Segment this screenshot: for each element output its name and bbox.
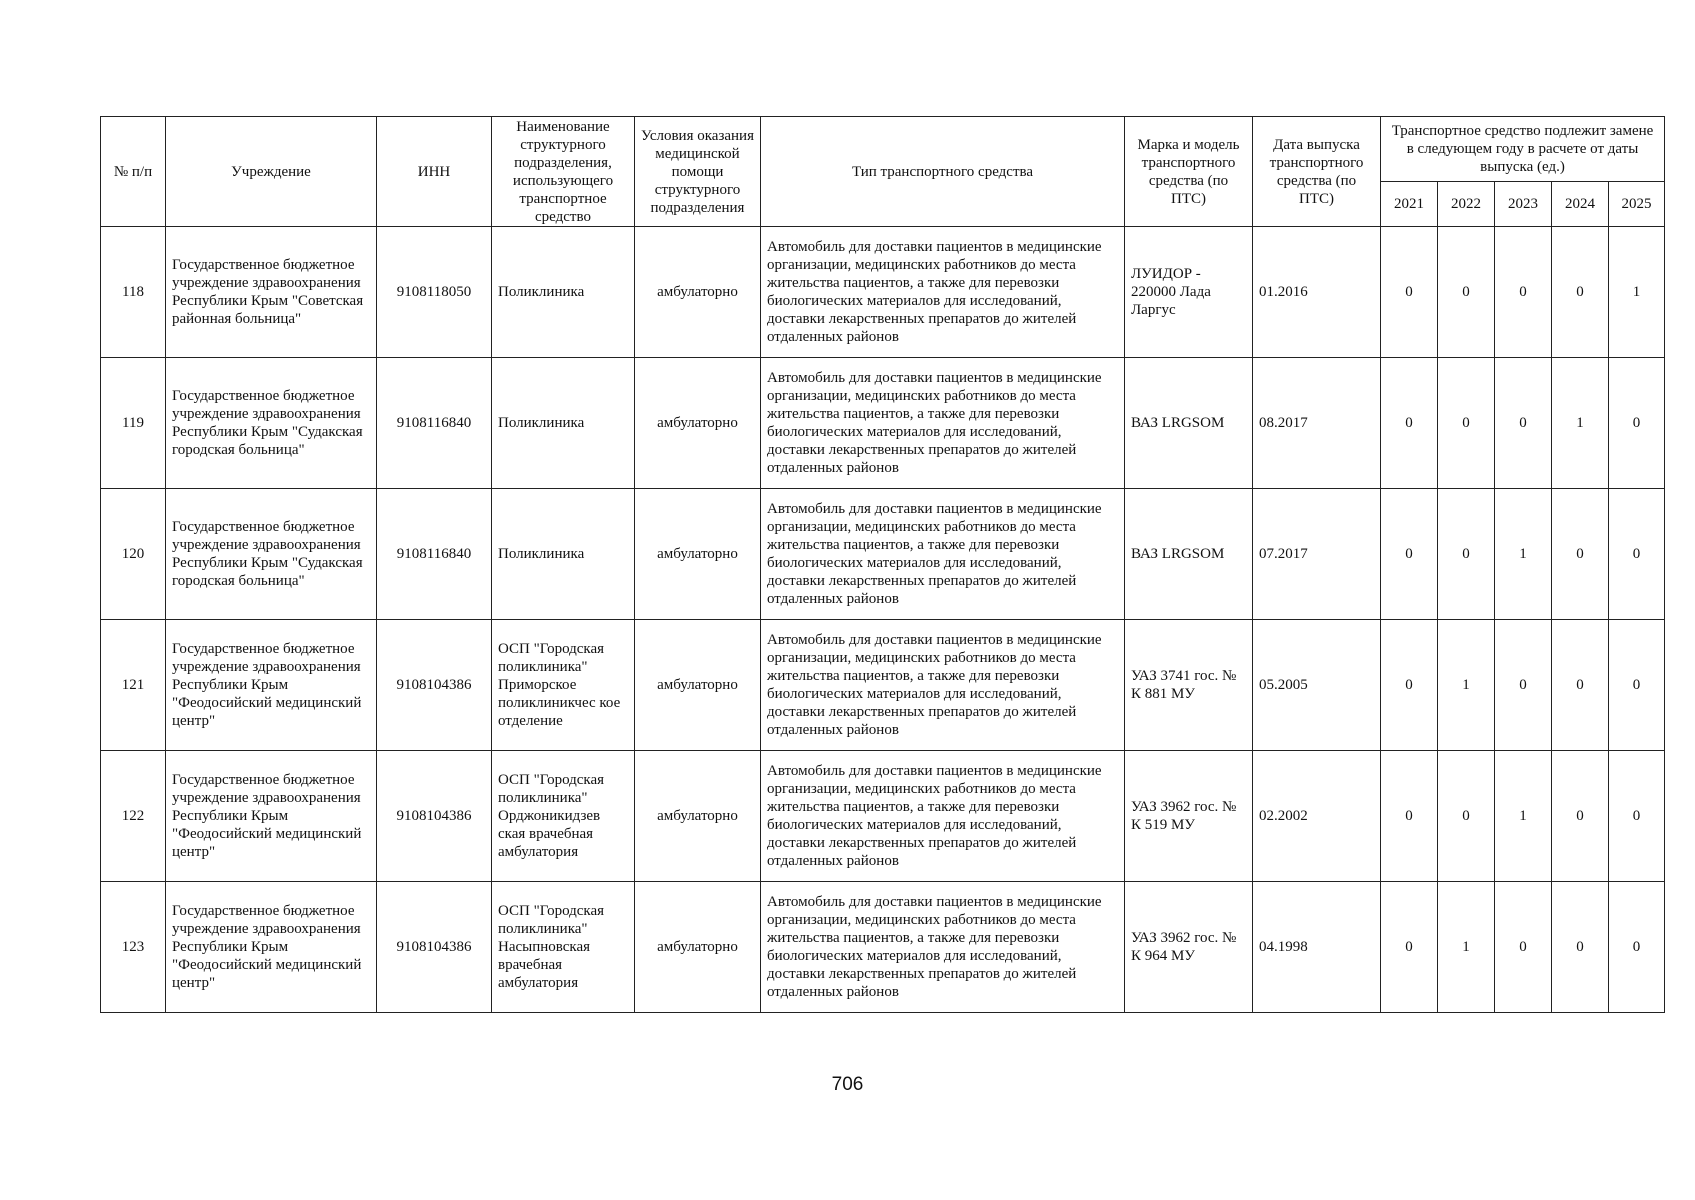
header-year-2021: 2021 bbox=[1381, 182, 1438, 227]
cell-year-2025: 0 bbox=[1609, 620, 1665, 751]
cell-conditions: амбулаторно bbox=[635, 751, 761, 882]
cell-year-2025: 0 bbox=[1609, 358, 1665, 489]
cell-institution: Государственное бюджетное учреждение здравоохранения Республики Крым "Феодосийский медицинский центр" bbox=[166, 751, 377, 882]
header-subdivision: Наименование структурного подразделения, использующего транспортное средство bbox=[492, 117, 635, 227]
cell-num: 123 bbox=[101, 882, 166, 1013]
cell-vehicle-type: Автомобиль для доставки пациентов в медицинские организации, медицинских работников до места жительства пациентов, а также для перевозки биологических материалов для исследований, доставки лекарственных препаратов до жителей отдаленных районов bbox=[761, 882, 1125, 1013]
cell-year-2025: 0 bbox=[1609, 882, 1665, 1013]
cell-year-2022: 0 bbox=[1438, 227, 1495, 358]
cell-year-2021: 0 bbox=[1381, 227, 1438, 358]
cell-year-2025: 0 bbox=[1609, 751, 1665, 882]
cell-year-2023: 0 bbox=[1495, 620, 1552, 751]
cell-year-2023: 0 bbox=[1495, 358, 1552, 489]
cell-num: 122 bbox=[101, 751, 166, 882]
cell-vehicle-type: Автомобиль для доставки пациентов в медицинские организации, медицинских работников до места жительства пациентов, а также для перевозки биологических материалов для исследований, доставки лекарственных препаратов до жителей отдаленных районов bbox=[761, 489, 1125, 620]
cell-release-date: 08.2017 bbox=[1253, 358, 1381, 489]
cell-year-2021: 0 bbox=[1381, 358, 1438, 489]
header-year-2023: 2023 bbox=[1495, 182, 1552, 227]
header-vehicle-type: Тип транспортного средства bbox=[761, 117, 1125, 227]
header-year-2022: 2022 bbox=[1438, 182, 1495, 227]
cell-year-2021: 0 bbox=[1381, 882, 1438, 1013]
cell-release-date: 01.2016 bbox=[1253, 227, 1381, 358]
cell-conditions: амбулаторно bbox=[635, 882, 761, 1013]
cell-brand: ВАЗ LRGSOM bbox=[1125, 489, 1253, 620]
cell-conditions: амбулаторно bbox=[635, 358, 761, 489]
cell-subdivision: Поликлиника bbox=[492, 489, 635, 620]
table-row bbox=[101, 751, 1665, 882]
cell-year-2024: 1 bbox=[1552, 358, 1609, 489]
cell-year-2021: 0 bbox=[1381, 620, 1438, 751]
cell-brand: ВАЗ LRGSOM bbox=[1125, 358, 1253, 489]
cell-num: 119 bbox=[101, 358, 166, 489]
cell-institution: Государственное бюджетное учреждение здравоохранения Республики Крым "Советская районная больница" bbox=[166, 227, 377, 358]
cell-brand: УАЗ 3962 гос. № К 964 МУ bbox=[1125, 882, 1253, 1013]
cell-vehicle-type: Автомобиль для доставки пациентов в медицинские организации, медицинских работников до места жительства пациентов, а также для перевозки биологических материалов для исследований, доставки лекарственных препаратов до жителей отдаленных районов bbox=[761, 227, 1125, 358]
cell-brand: УАЗ 3962 гос. № К 519 МУ bbox=[1125, 751, 1253, 882]
cell-num: 120 bbox=[101, 489, 166, 620]
cell-inn: 9108116840 bbox=[377, 358, 492, 489]
cell-num: 121 bbox=[101, 620, 166, 751]
header-release-date: Дата выпуска транспортного средства (по ПТС) bbox=[1253, 117, 1381, 227]
cell-year-2022: 0 bbox=[1438, 358, 1495, 489]
cell-inn: 9108104386 bbox=[377, 882, 492, 1013]
cell-inn: 9108118050 bbox=[377, 227, 492, 358]
cell-brand: УАЗ 3741 гос. № К 881 МУ bbox=[1125, 620, 1253, 751]
cell-inn: 9108104386 bbox=[377, 620, 492, 751]
cell-year-2024: 0 bbox=[1552, 882, 1609, 1013]
page-number: 706 bbox=[831, 1074, 864, 1095]
cell-conditions: амбулаторно bbox=[635, 227, 761, 358]
header-conditions: Условия оказания медицинской помощи структурного подразделения bbox=[635, 117, 761, 227]
cell-vehicle-type: Автомобиль для доставки пациентов в медицинские организации, медицинских работников до места жительства пациентов, а также для перевозки биологических материалов для исследований, доставки лекарственных препаратов до жителей отдаленных районов bbox=[761, 358, 1125, 489]
header-brand: Марка и модель транспортного средства (по ПТС) bbox=[1125, 117, 1253, 227]
table-row bbox=[101, 489, 1665, 620]
cell-year-2023: 1 bbox=[1495, 751, 1552, 882]
cell-year-2024: 0 bbox=[1552, 751, 1609, 882]
cell-institution: Государственное бюджетное учреждение здравоохранения Республики Крым "Судакская городская больница" bbox=[166, 489, 377, 620]
cell-year-2021: 0 bbox=[1381, 751, 1438, 882]
cell-year-2024: 0 bbox=[1552, 620, 1609, 751]
cell-year-2023: 0 bbox=[1495, 882, 1552, 1013]
header-inn: ИНН bbox=[377, 117, 492, 227]
table-row bbox=[101, 882, 1665, 1013]
cell-num: 118 bbox=[101, 227, 166, 358]
table-row bbox=[101, 358, 1665, 489]
cell-subdivision: Поликлиника bbox=[492, 227, 635, 358]
table-body bbox=[101, 227, 1665, 1013]
cell-brand: ЛУИДОР - 220000 Лада Ларгус bbox=[1125, 227, 1253, 358]
cell-conditions: амбулаторно bbox=[635, 489, 761, 620]
table-header-row bbox=[101, 117, 1665, 182]
header-institution: Учреждение bbox=[166, 117, 377, 227]
header-replacement: Транспортное средство подлежит замене в следующем году в расчете от даты выпуска (ед.) bbox=[1381, 117, 1665, 182]
vehicle-table bbox=[100, 116, 1665, 1013]
cell-year-2022: 1 bbox=[1438, 882, 1495, 1013]
cell-inn: 9108104386 bbox=[377, 751, 492, 882]
cell-institution: Государственное бюджетное учреждение здравоохранения Республики Крым "Феодосийский медицинский центр" bbox=[166, 882, 377, 1013]
cell-release-date: 05.2005 bbox=[1253, 620, 1381, 751]
cell-year-2023: 0 bbox=[1495, 227, 1552, 358]
cell-year-2024: 0 bbox=[1552, 489, 1609, 620]
cell-year-2025: 1 bbox=[1609, 227, 1665, 358]
cell-year-2021: 0 bbox=[1381, 489, 1438, 620]
cell-year-2022: 0 bbox=[1438, 489, 1495, 620]
cell-year-2022: 0 bbox=[1438, 751, 1495, 882]
cell-vehicle-type: Автомобиль для доставки пациентов в медицинские организации, медицинских работников до места жительства пациентов, а также для перевозки биологических материалов для исследований, доставки лекарственных препаратов до жителей отдаленных районов bbox=[761, 751, 1125, 882]
cell-subdivision: Поликлиника bbox=[492, 358, 635, 489]
cell-institution: Государственное бюджетное учреждение здравоохранения Республики Крым "Феодосийский медицинский центр" bbox=[166, 620, 377, 751]
cell-year-2024: 0 bbox=[1552, 227, 1609, 358]
cell-year-2023: 1 bbox=[1495, 489, 1552, 620]
cell-release-date: 07.2017 bbox=[1253, 489, 1381, 620]
cell-year-2025: 0 bbox=[1609, 489, 1665, 620]
cell-subdivision: ОСП "Городская поликлиника" Орджоникидзев ская врачебная амбулатория bbox=[492, 751, 635, 882]
header-year-2025: 2025 bbox=[1609, 182, 1665, 227]
cell-inn: 9108116840 bbox=[377, 489, 492, 620]
cell-subdivision: ОСП "Городская поликлиника" Приморское поликлиникчес кое отделение bbox=[492, 620, 635, 751]
cell-year-2022: 1 bbox=[1438, 620, 1495, 751]
cell-release-date: 04.1998 bbox=[1253, 882, 1381, 1013]
header-num: № п/п bbox=[101, 117, 166, 227]
cell-conditions: амбулаторно bbox=[635, 620, 761, 751]
cell-subdivision: ОСП "Городская поликлиника" Насыпновская врачебная амбулатория bbox=[492, 882, 635, 1013]
cell-release-date: 02.2002 bbox=[1253, 751, 1381, 882]
cell-institution: Государственное бюджетное учреждение здравоохранения Республики Крым "Судакская городская больница" bbox=[166, 358, 377, 489]
cell-vehicle-type: Автомобиль для доставки пациентов в медицинские организации, медицинских работников до места жительства пациентов, а также для перевозки биологических материалов для исследований, доставки лекарственных препаратов до жителей отдаленных районов bbox=[761, 620, 1125, 751]
table-row bbox=[101, 227, 1665, 358]
header-year-2024: 2024 bbox=[1552, 182, 1609, 227]
table-row bbox=[101, 620, 1665, 751]
